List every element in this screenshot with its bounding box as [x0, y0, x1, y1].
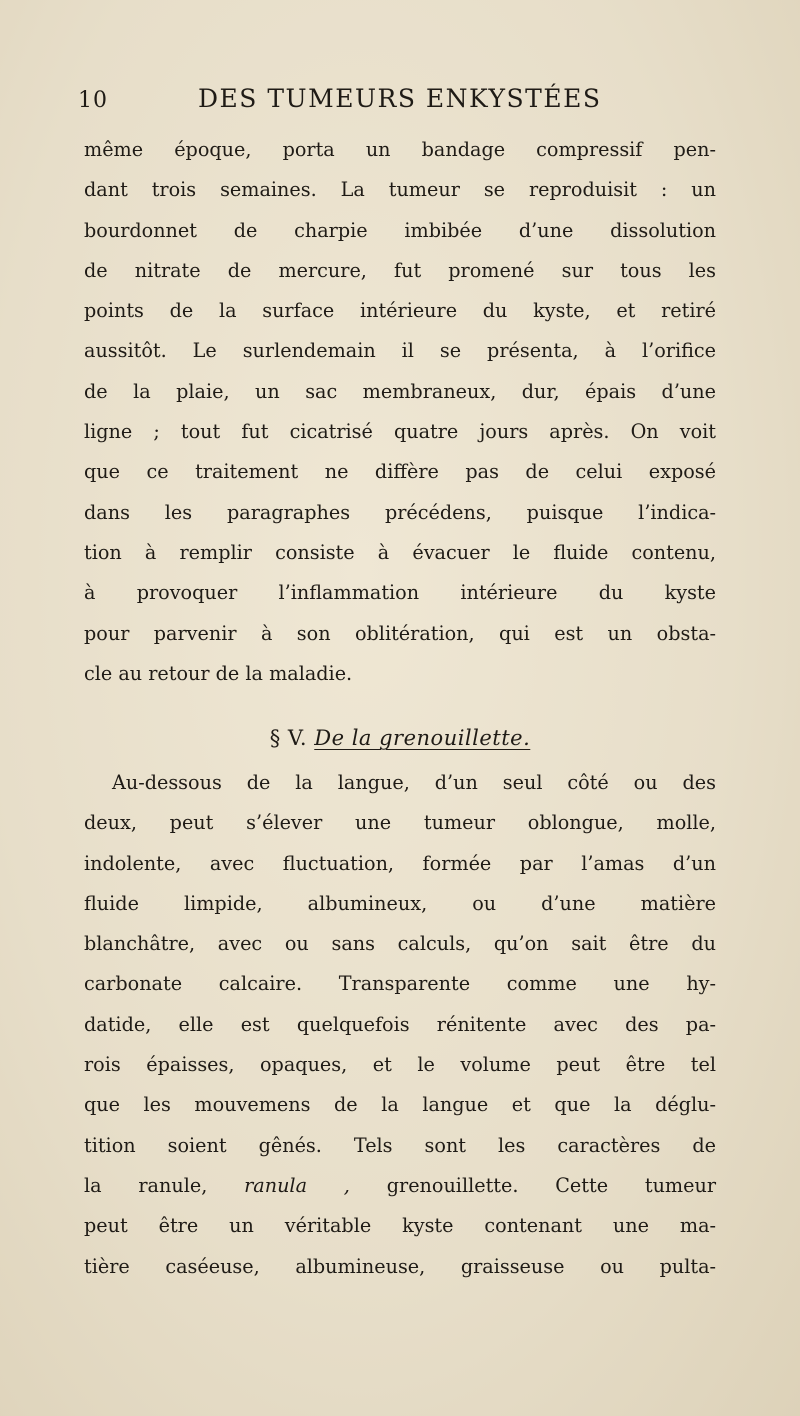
- page-number: 10: [78, 88, 108, 113]
- running-head-title: DES TUMEURS ENKYSTÉES: [198, 84, 602, 113]
- text-line: même époque, porta un bandage compressif pen-: [84, 138, 716, 161]
- text-line: deux, peut s’élever une tumeur oblongue, molle,: [84, 811, 716, 835]
- text-line: rois épaisses, opaques, et le volume peut être tel: [84, 1053, 716, 1077]
- text-line: peut être un véritable kyste contenant une ma-: [84, 1214, 716, 1238]
- text-line: pour parvenir à son oblitération, qui est un obsta-: [84, 621, 716, 645]
- text-line: tition soient gênés. Tels sont les caractères de: [84, 1133, 716, 1157]
- section-title: De la grenouillette.: [314, 726, 531, 750]
- text-line: tion à remplir consiste à évacuer le fluide contenu,: [84, 540, 716, 564]
- text-line: que ce traitement ne diffère pas de celui exposé: [84, 460, 716, 484]
- text-line: de la plaie, un sac membraneux, dur, épais d’une: [84, 379, 716, 403]
- text-line: dant trois semaines. La tumeur se reproduisit : un: [84, 178, 716, 202]
- text-line: ligne ; tout fut cicatrisé quatre jours après. On voit: [84, 420, 716, 444]
- text-line: que les mouvemens de la langue et que la déglu-: [84, 1093, 716, 1117]
- text-line: bourdonnet de charpie imbibée d’une dissolution: [84, 218, 716, 242]
- text-segment: la ranule,: [84, 1173, 208, 1197]
- text-line: cle au retour de la maladie.: [84, 661, 353, 685]
- text-segment: grenouillette. Cette tumeur: [386, 1173, 717, 1197]
- text-line: blanchâtre, avec ou sans calculs, qu’on sait être du: [84, 932, 716, 956]
- section-number: § V.: [269, 726, 308, 750]
- text-line-ranula: [84, 1166, 716, 1206]
- text-line: tière caséeuse, albumineuse, graisseuse ou pulta-: [84, 1254, 716, 1278]
- text-line: de nitrate de mercure, fut promené sur tous les: [84, 258, 716, 282]
- text-line: Au-dessous de la langue, d’un seul côté ou des: [112, 771, 716, 794]
- paragraph-2: [84, 763, 716, 1287]
- text-line: dans les paragraphes précédens, puisque l’indica-: [84, 500, 716, 524]
- text-line: indolente, avec fluctuation, formée par l’amas d’un: [84, 851, 716, 875]
- text-line: carbonate calcaire. Transparente comme une hy-: [84, 972, 716, 996]
- section-heading: [84, 718, 716, 758]
- text-line: fluide limpide, albumineux, ou d’une matière: [84, 891, 716, 915]
- italic-term: ranula ,: [244, 1173, 350, 1197]
- paragraph-1: [84, 130, 716, 694]
- text-line: datide, elle est quelquefois rénitente avec des pa-: [84, 1012, 716, 1036]
- text-line: à provoquer l’inflammation intérieure du kyste: [84, 581, 716, 605]
- text-line: points de la surface intérieure du kyste, et retiré: [84, 299, 716, 323]
- running-head: [78, 84, 718, 124]
- text-line: aussitôt. Le surlendemain il se présenta, à l’orifice: [84, 339, 716, 363]
